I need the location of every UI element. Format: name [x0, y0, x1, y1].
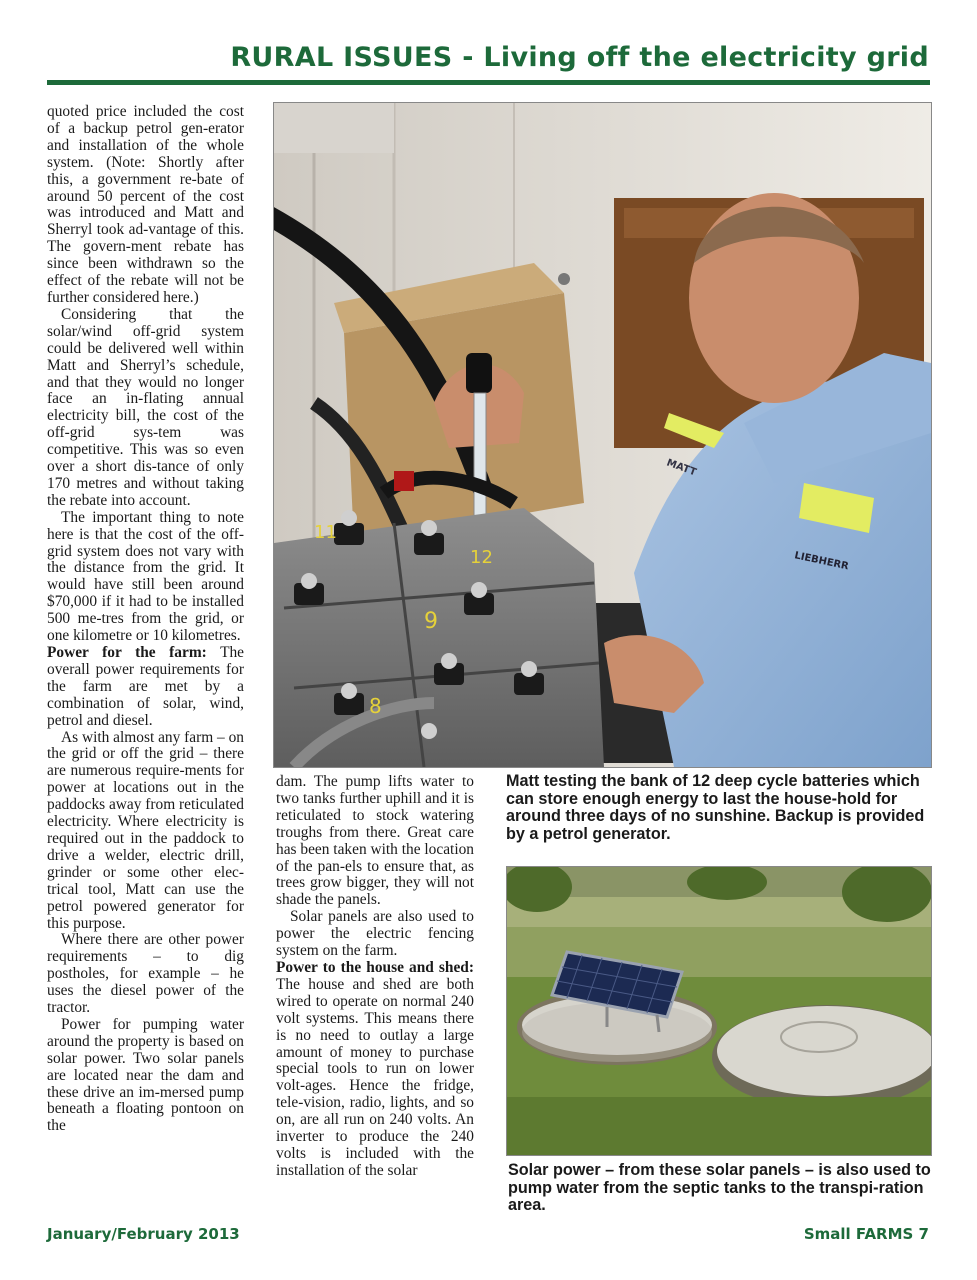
- paragraph: Solar panels are also used to power the electric fencing system on the farm.: [276, 908, 474, 960]
- battery-label: 9: [424, 609, 438, 634]
- page-header-title: RURAL ISSUES - Living off the electricity grid: [230, 42, 929, 73]
- header-rule: [47, 80, 930, 85]
- photo-solar-panel: [506, 866, 932, 1156]
- photo-battery-testing: [273, 102, 932, 768]
- paragraph: Power for pumping water around the property is based on solar power. Two solar panels are located near the dam and these drive an im-mersed pump beneath a floating pontoon on the: [47, 1015, 244, 1135]
- shirt-brand-logo: LIEBHERR: [793, 550, 850, 573]
- paragraph: The important thing to note here is that the cost of the off-grid system does not vary with the distance from the grid. It would have still been around $70,000 if it had to be installed 500 me-tres from the grid, or one kilometre or 10 kilometres.: [47, 508, 244, 645]
- footer-page-number: Small FARMS 7: [803, 1225, 929, 1243]
- paragraph: dam. The pump lifts water to two tanks further uphill and it is reticulated to stock watering troughs from there. Great care has been taken with the location of the pan-els to ensure that, as trees grow bigger, they will not shade the panels.: [276, 773, 474, 909]
- solar-panel-illustration: [507, 867, 931, 1155]
- battery-photo-illustration: [274, 103, 931, 767]
- paragraph: As with almost any farm – on the grid or off the grid – there are numerous require-ments for power at locations out in the paddocks away from reticulated electricity. Where electricity is required out in the paddock to drive a welder, electric drill, grinder or some other elec-trical tool, Matt can use the petrol powered generator for this purpose.: [47, 728, 245, 932]
- paragraph-text: The house and shed are both wired to operate on normal 240 volt systems. This means there is no need to outlay a large amount of money to purchase special tools to run on lower volt-ages. Hence the fridge, tele-vision, radio, lights, and so on, are all run on 240 volts. An inverter to produce the 240 volts is included with the installation of the solar: [276, 975, 474, 1179]
- caption-photo-2: Solar power – from these solar panels – is also used to pump water from the septic tanks to the transpi-ration area.: [508, 1161, 931, 1215]
- paragraph-text: The overall power requirements for the farm are met by a combination of solar, wind, petrol and diesel.: [47, 644, 244, 729]
- battery-label: 8: [369, 694, 382, 718]
- subheading-power-to-house: Power to the house and shed:: [276, 958, 474, 976]
- article-column-2: [276, 774, 474, 1180]
- battery-label: 12: [470, 547, 493, 568]
- paragraph: quoted price included the cost of a backup petrol gen-erator and installation of the whole system. (Note: Shortly after this, a government re-bate of around 50 percent of the cost was introduced and Matt and Sherryl took ad-vantage of this. The govern-ment rebate has since been withdrawn so the effect of the rebate will not be further considered here.): [47, 103, 244, 306]
- paragraph: Considering that the solar/wind off-grid system could be delivered well within Matt and Sherryl’s schedule, and that they would no longer face an in-flating annual electricity bill, the cost of the off-grid sys-tem was competitive. This was so even over a short dis-tance of only 170 metres and without taking the rebate into account.: [47, 305, 244, 509]
- paragraph: [47, 645, 244, 730]
- article-column-1: [47, 104, 244, 1135]
- paragraph: [276, 960, 474, 1180]
- battery-label: 11: [314, 522, 337, 543]
- subheading-power-for-farm: Power for the farm:: [47, 644, 207, 661]
- footer-issue-date: January/February 2013: [47, 1225, 240, 1243]
- caption-photo-1: Matt testing the bank of 12 deep cycle batteries which can store enough energy to last the house-hold for around three days of no sunshine. Backup is provided by a petrol generator.: [506, 772, 925, 843]
- paragraph: Where there are other power requirements – to dig postholes, for example – he uses the diesel power of the tractor.: [47, 931, 244, 1017]
- shirt-name-tag: MATT: [664, 457, 698, 479]
